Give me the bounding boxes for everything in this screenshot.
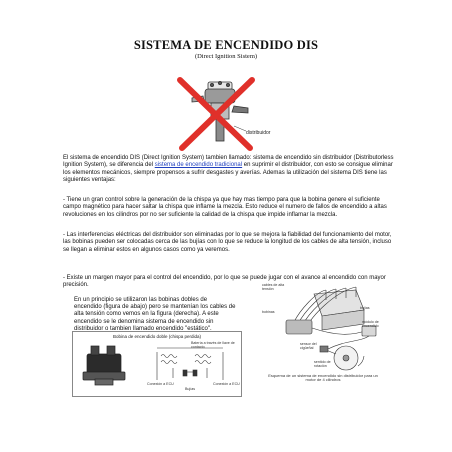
crank-sensor-label: sensor del cigüeñal bbox=[300, 342, 317, 351]
traditional-ignition-link[interactable]: sistema de encendido tradicional bbox=[154, 162, 243, 169]
intro-text-start: El sistema de encendido DIS (Direct Ignition System) tambien llamado: sistema de encendido sin distribuidor (Distributorless Ignition System), se diferencia del bbox=[63, 155, 394, 169]
hv-cables-label: cables de alta tensión bbox=[262, 283, 285, 292]
bottom-paragraph: En un principio se utilizaron las bobinas dobles de encendido (figura de abajo) pero se mantenían los cables de alta tensión como vemos en la figura (derecha). A este encendido se le denomina sistema de encendido sin distribuidor o tambien llamado encendido "estático". bbox=[74, 297, 236, 332]
ecu-connection-right-label: Conexión a ECU bbox=[213, 382, 240, 386]
ecu-connection-left-label: Conexión a ECU bbox=[147, 382, 174, 386]
spark-plugs-label: Bujías bbox=[185, 387, 195, 391]
advantage-1: - Tiene un gran control sobre la generación de la chispa ya que hay mas tiempo para que la bobina genere el suficiente campo magnético para hacer saltar la chispa que inflame la mezcla. Esto reduce el numero de fallos de encendido a altas revoluciones en los cilindros por no ser suficiente la calidad de la chispa que impide inflamar la mezcla. bbox=[63, 197, 387, 218]
rotation-direction-label: sentido de rotación bbox=[314, 360, 331, 369]
intro-text-end: en suprimir el distribuidor, con esto se consigue eliminar los elementos mecánicos, siempre propensos a sufrir desgastes y averías. Ademas la utilización del sistema DIS tiene las siguientes ventajas: bbox=[63, 162, 393, 184]
double-coil-title: Bobina de encendido doble (chispa perdida) bbox=[112, 334, 202, 339]
spark-plugs-right-label: bujías bbox=[360, 306, 370, 310]
ignition-module-label: módulo de encendido bbox=[362, 320, 379, 329]
page-subtitle: (Direct Ignition Sistem) bbox=[194, 53, 258, 60]
dis-schematic-figure bbox=[256, 280, 386, 390]
distribuidor-label: distribuidor bbox=[246, 130, 271, 136]
dis-schematic-caption: Esquema de un sistema de encendido sin distribuidor para un motor de 4 cilindros bbox=[268, 373, 378, 383]
battery-label: Batería a través de llave de contacto bbox=[191, 341, 235, 350]
advantage-2: - Las interferencias eléctricas del distribuidor son eliminadas por lo que se mejora la fiabilidad del funcionamiento del motor, las bobinas pueden ser colocadas cerca de las bujías con lo que se reduce la longitud de los cables de alta tensión, incluso se llegan a eliminar estos en algunos casos como ya veremos. bbox=[63, 232, 392, 253]
distributor-crossed-figure bbox=[174, 76, 278, 152]
advantage-3: - Existe un margen mayor para el control del encendido, por lo que se puede jugar con el avance al encendido con mayor precisión. bbox=[63, 275, 386, 289]
page-title: SISTEMA DE ENCENDIDO DIS bbox=[133, 38, 319, 52]
intro-paragraph bbox=[63, 155, 395, 185]
double-coil-figure bbox=[72, 331, 242, 397]
coils-label: bobinas bbox=[262, 310, 275, 314]
